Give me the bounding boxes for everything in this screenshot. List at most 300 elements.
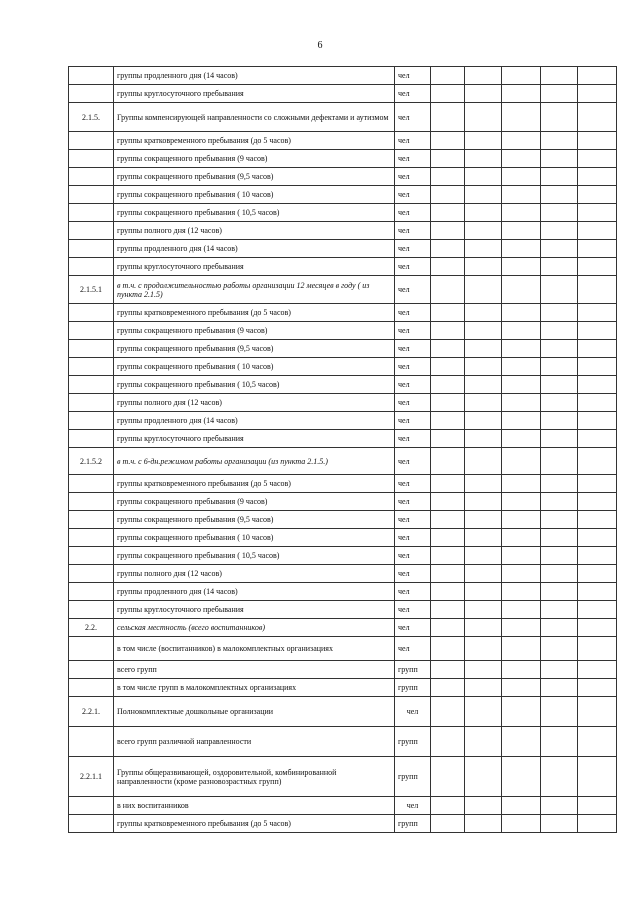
value-cell (465, 186, 502, 204)
value-cell (541, 619, 578, 637)
value-cell (502, 304, 541, 322)
row-code (69, 340, 114, 358)
value-cell (541, 222, 578, 240)
table-row (69, 85, 617, 103)
value-cell (578, 132, 617, 150)
row-name: группы круглосуточного пребывания (114, 258, 395, 276)
row-name: группы круглосуточного пребывания (114, 430, 395, 448)
table-row (69, 619, 617, 637)
value-cell (465, 547, 502, 565)
value-cell (465, 601, 502, 619)
value-cell (502, 132, 541, 150)
value-cell (431, 204, 465, 222)
value-cell (502, 797, 541, 815)
table-row (69, 511, 617, 529)
row-name: группы полного дня (12 часов) (114, 565, 395, 583)
value-cell (578, 565, 617, 583)
value-cell (578, 619, 617, 637)
table-row (69, 697, 617, 727)
value-cell (465, 529, 502, 547)
row-code (69, 430, 114, 448)
value-cell (578, 448, 617, 475)
row-code (69, 727, 114, 757)
table-row (69, 529, 617, 547)
value-cell (578, 85, 617, 103)
row-unit: чел (395, 583, 431, 601)
table-row (69, 132, 617, 150)
value-cell (465, 448, 502, 475)
table-row (69, 322, 617, 340)
value-cell (502, 637, 541, 661)
value-cell (502, 168, 541, 186)
row-code: 2.1.5.2 (69, 448, 114, 475)
value-cell (465, 150, 502, 168)
row-unit: групп (395, 679, 431, 697)
table-row (69, 601, 617, 619)
value-cell (541, 430, 578, 448)
value-cell (502, 565, 541, 583)
value-cell (431, 150, 465, 168)
row-name: всего групп различной направленности (114, 727, 395, 757)
row-name: группы сокращенного пребывания (9 часов) (114, 493, 395, 511)
value-cell (578, 815, 617, 833)
value-cell (431, 679, 465, 697)
value-cell (541, 340, 578, 358)
table-row (69, 240, 617, 258)
value-cell (431, 493, 465, 511)
value-cell (465, 565, 502, 583)
value-cell (431, 529, 465, 547)
value-cell (541, 358, 578, 376)
value-cell (578, 679, 617, 697)
value-cell (578, 727, 617, 757)
value-cell (431, 565, 465, 583)
value-cell (578, 258, 617, 276)
value-cell (431, 815, 465, 833)
value-cell (502, 511, 541, 529)
value-cell (541, 132, 578, 150)
value-cell (431, 222, 465, 240)
value-cell (431, 67, 465, 85)
value-cell (465, 394, 502, 412)
row-name: сельская местность (всего воспитанников) (114, 619, 395, 637)
value-cell (465, 727, 502, 757)
table-row (69, 430, 617, 448)
table-row (69, 304, 617, 322)
value-cell (465, 661, 502, 679)
table-row (69, 493, 617, 511)
value-cell (465, 583, 502, 601)
row-name: в т.ч. с 6-дн.режимом работы организации (из пункта 2.1.5.) (114, 448, 395, 475)
value-cell (541, 240, 578, 258)
value-cell (502, 619, 541, 637)
value-cell (541, 637, 578, 661)
value-cell (502, 757, 541, 797)
value-cell (465, 757, 502, 797)
value-cell (431, 186, 465, 204)
value-cell (431, 304, 465, 322)
value-cell (502, 258, 541, 276)
row-code (69, 394, 114, 412)
value-cell (431, 583, 465, 601)
value-cell (465, 304, 502, 322)
value-cell (465, 168, 502, 186)
value-cell (465, 376, 502, 394)
row-unit: чел (395, 186, 431, 204)
row-name: группы сокращенного пребывания (9,5 часов) (114, 340, 395, 358)
value-cell (431, 511, 465, 529)
table-row (69, 340, 617, 358)
row-unit: групп (395, 727, 431, 757)
value-cell (431, 601, 465, 619)
row-name: группы круглосуточного пребывания (114, 601, 395, 619)
value-cell (431, 797, 465, 815)
row-unit: чел (395, 222, 431, 240)
row-code (69, 222, 114, 240)
row-name: группы сокращенного пребывания (9 часов) (114, 322, 395, 340)
value-cell (431, 757, 465, 797)
row-unit: чел (395, 276, 431, 304)
row-name: группы сокращенного пребывания (9 часов) (114, 150, 395, 168)
value-cell (541, 565, 578, 583)
value-cell (502, 186, 541, 204)
row-code (69, 565, 114, 583)
value-cell (431, 322, 465, 340)
row-code (69, 150, 114, 168)
value-cell (502, 103, 541, 132)
value-cell (541, 697, 578, 727)
row-unit: чел (395, 394, 431, 412)
table-row (69, 276, 617, 304)
table-row (69, 186, 617, 204)
row-name: в том числе (воспитанников) в малокомплектных организациях (114, 637, 395, 661)
table-row (69, 204, 617, 222)
value-cell (502, 475, 541, 493)
row-unit: чел (395, 797, 431, 815)
row-name: Группы компенсирующей направленности со сложными дефектами и аутизмом (114, 103, 395, 132)
table-row (69, 547, 617, 565)
row-code (69, 376, 114, 394)
row-code (69, 132, 114, 150)
value-cell (431, 448, 465, 475)
row-unit: групп (395, 815, 431, 833)
table-row (69, 797, 617, 815)
table-row (69, 565, 617, 583)
value-cell (541, 493, 578, 511)
value-cell (541, 67, 578, 85)
row-name: группы сокращенного пребывания ( 10 часов) (114, 186, 395, 204)
value-cell (465, 697, 502, 727)
row-code (69, 204, 114, 222)
value-cell (578, 358, 617, 376)
table-row (69, 103, 617, 132)
value-cell (578, 601, 617, 619)
value-cell (541, 511, 578, 529)
value-cell (502, 67, 541, 85)
row-unit: чел (395, 376, 431, 394)
value-cell (541, 679, 578, 697)
row-unit: чел (395, 150, 431, 168)
table-row (69, 222, 617, 240)
value-cell (465, 493, 502, 511)
value-cell (541, 168, 578, 186)
row-name: группы кратковременного пребывания (до 5 часов) (114, 475, 395, 493)
row-name: группы сокращенного пребывания ( 10,5 часов) (114, 547, 395, 565)
value-cell (578, 757, 617, 797)
table-row (69, 412, 617, 430)
row-name: группы сокращенного пребывания (9,5 часов) (114, 511, 395, 529)
row-code (69, 304, 114, 322)
value-cell (541, 412, 578, 430)
table-row (69, 815, 617, 833)
value-cell (431, 240, 465, 258)
row-name: группы сокращенного пребывания ( 10,5 часов) (114, 204, 395, 222)
table-row (69, 727, 617, 757)
value-cell (431, 132, 465, 150)
value-cell (502, 376, 541, 394)
value-cell (431, 547, 465, 565)
row-name: группы кратковременного пребывания (до 5 часов) (114, 304, 395, 322)
value-cell (502, 358, 541, 376)
value-cell (578, 240, 617, 258)
row-code (69, 547, 114, 565)
row-code (69, 186, 114, 204)
row-code (69, 529, 114, 547)
value-cell (541, 757, 578, 797)
value-cell (465, 132, 502, 150)
row-code: 2.2. (69, 619, 114, 637)
row-code (69, 493, 114, 511)
value-cell (578, 547, 617, 565)
value-cell (431, 475, 465, 493)
value-cell (431, 340, 465, 358)
row-name: группы продленного дня (14 часов) (114, 412, 395, 430)
row-code: 2.1.5.1 (69, 276, 114, 304)
row-code: 2.2.1.1 (69, 757, 114, 797)
value-cell (502, 394, 541, 412)
row-code (69, 412, 114, 430)
value-cell (578, 637, 617, 661)
row-unit: чел (395, 204, 431, 222)
table-row (69, 394, 617, 412)
value-cell (465, 412, 502, 430)
value-cell (578, 222, 617, 240)
value-cell (541, 475, 578, 493)
table-row (69, 637, 617, 661)
row-unit: чел (395, 529, 431, 547)
value-cell (465, 637, 502, 661)
table-row (69, 448, 617, 475)
value-cell (541, 304, 578, 322)
row-unit: чел (395, 412, 431, 430)
table-row (69, 661, 617, 679)
value-cell (502, 412, 541, 430)
row-name: группы кратковременного пребывания (до 5 часов) (114, 815, 395, 833)
value-cell (465, 222, 502, 240)
value-cell (541, 394, 578, 412)
row-unit: чел (395, 511, 431, 529)
table-row (69, 757, 617, 797)
value-cell (541, 150, 578, 168)
value-cell (541, 186, 578, 204)
row-name: группы продленного дня (14 часов) (114, 583, 395, 601)
table-row (69, 679, 617, 697)
value-cell (578, 394, 617, 412)
row-unit: чел (395, 340, 431, 358)
value-cell (465, 204, 502, 222)
row-unit: чел (395, 565, 431, 583)
row-code (69, 583, 114, 601)
value-cell (541, 727, 578, 757)
row-code (69, 67, 114, 85)
row-name: в них воспитанников (114, 797, 395, 815)
value-cell (465, 340, 502, 358)
row-name: группы сокращенного пребывания ( 10,5 часов) (114, 376, 395, 394)
page-number: 6 (317, 40, 323, 51)
value-cell (578, 322, 617, 340)
value-cell (578, 150, 617, 168)
value-cell (578, 661, 617, 679)
row-unit: групп (395, 757, 431, 797)
value-cell (578, 67, 617, 85)
value-cell (431, 619, 465, 637)
value-cell (578, 529, 617, 547)
row-unit: чел (395, 132, 431, 150)
table-row (69, 67, 617, 85)
value-cell (431, 394, 465, 412)
value-cell (502, 815, 541, 833)
row-name: всего групп (114, 661, 395, 679)
row-name: Группы общеразвивающей, оздоровительной, комбинированной направленности (кроме разновозрастных групп) (114, 757, 395, 797)
value-cell (578, 430, 617, 448)
value-cell (502, 222, 541, 240)
value-cell (431, 412, 465, 430)
table-row (69, 150, 617, 168)
value-cell (578, 204, 617, 222)
value-cell (465, 67, 502, 85)
value-cell (431, 376, 465, 394)
row-unit: чел (395, 304, 431, 322)
value-cell (465, 85, 502, 103)
value-cell (541, 529, 578, 547)
value-cell (431, 697, 465, 727)
row-unit: чел (395, 67, 431, 85)
value-cell (502, 697, 541, 727)
value-cell (431, 85, 465, 103)
value-cell (431, 103, 465, 132)
table-row (69, 258, 617, 276)
value-cell (465, 358, 502, 376)
value-cell (578, 511, 617, 529)
value-cell (578, 168, 617, 186)
value-cell (578, 276, 617, 304)
row-code (69, 258, 114, 276)
value-cell (502, 661, 541, 679)
value-cell (541, 258, 578, 276)
value-cell (431, 168, 465, 186)
row-unit: групп (395, 661, 431, 679)
report-table (68, 66, 617, 833)
row-unit: чел (395, 619, 431, 637)
value-cell (502, 679, 541, 697)
value-cell (465, 511, 502, 529)
value-cell (431, 430, 465, 448)
table-row (69, 475, 617, 493)
row-name: группы полного дня (12 часов) (114, 394, 395, 412)
row-unit: чел (395, 448, 431, 475)
row-code (69, 637, 114, 661)
row-name: группы сокращенного пребывания ( 10 часов) (114, 358, 395, 376)
value-cell (578, 412, 617, 430)
table-row (69, 583, 617, 601)
value-cell (502, 448, 541, 475)
value-cell (502, 150, 541, 168)
value-cell (502, 276, 541, 304)
value-cell (541, 448, 578, 475)
value-cell (502, 601, 541, 619)
value-cell (431, 258, 465, 276)
value-cell (541, 601, 578, 619)
row-name: группы сокращенного пребывания (9,5 часов) (114, 168, 395, 186)
row-code (69, 475, 114, 493)
value-cell (502, 529, 541, 547)
value-cell (541, 322, 578, 340)
row-code (69, 168, 114, 186)
row-code (69, 815, 114, 833)
value-cell (431, 727, 465, 757)
value-cell (431, 661, 465, 679)
value-cell (431, 276, 465, 304)
value-cell (541, 797, 578, 815)
report-table-body (69, 67, 617, 833)
value-cell (465, 322, 502, 340)
row-name: Полнокомплектные дошкольные организации (114, 697, 395, 727)
row-unit: чел (395, 493, 431, 511)
value-cell (578, 583, 617, 601)
row-name: группы круглосуточного пребывания (114, 85, 395, 103)
row-unit: чел (395, 697, 431, 727)
value-cell (541, 583, 578, 601)
row-unit: чел (395, 358, 431, 376)
row-name: группы полного дня (12 часов) (114, 222, 395, 240)
row-name: группы сокращенного пребывания ( 10 часов) (114, 529, 395, 547)
value-cell (541, 276, 578, 304)
row-unit: чел (395, 475, 431, 493)
value-cell (502, 85, 541, 103)
row-code: 2.2.1. (69, 697, 114, 727)
row-code (69, 661, 114, 679)
value-cell (578, 376, 617, 394)
row-name: группы продленного дня (14 часов) (114, 240, 395, 258)
value-cell (541, 85, 578, 103)
row-unit: чел (395, 258, 431, 276)
row-unit: чел (395, 547, 431, 565)
value-cell (431, 637, 465, 661)
value-cell (578, 475, 617, 493)
value-cell (578, 103, 617, 132)
row-code (69, 358, 114, 376)
value-cell (502, 240, 541, 258)
value-cell (465, 430, 502, 448)
value-cell (502, 322, 541, 340)
value-cell (578, 697, 617, 727)
value-cell (465, 679, 502, 697)
value-cell (465, 619, 502, 637)
row-unit: чел (395, 240, 431, 258)
row-code (69, 601, 114, 619)
value-cell (578, 304, 617, 322)
value-cell (502, 204, 541, 222)
